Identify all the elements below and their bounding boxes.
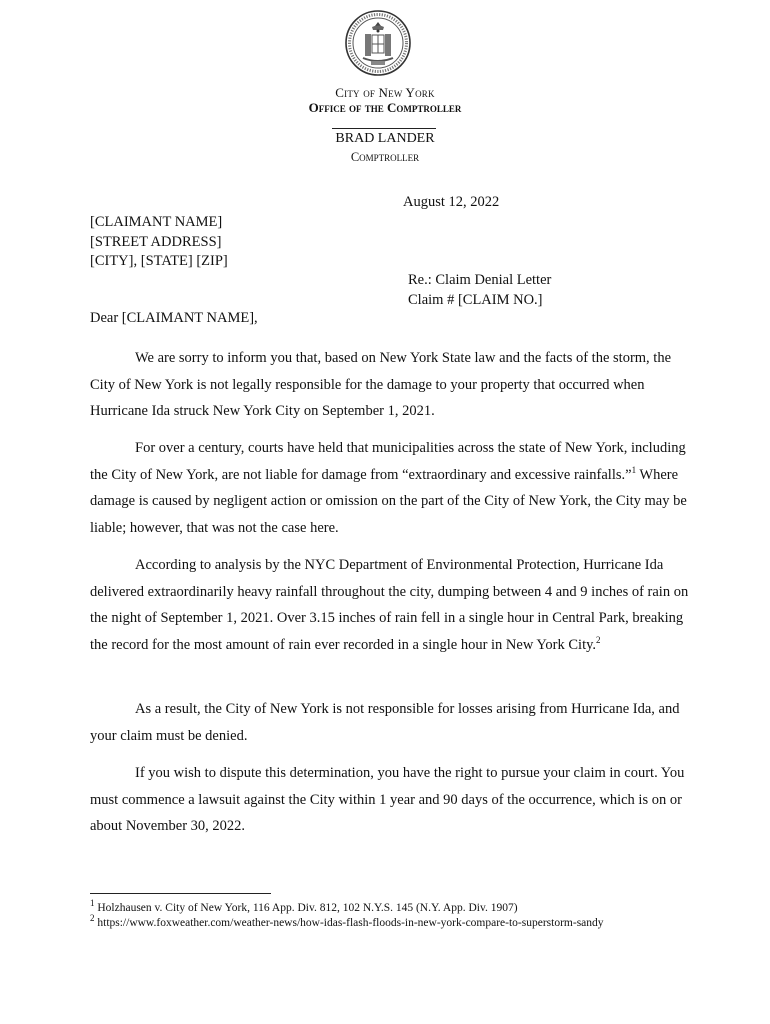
reference-subject: Re.: Claim Denial Letter <box>408 272 552 288</box>
footnote-divider <box>90 893 271 894</box>
footnote-1-number: 1 <box>90 898 95 909</box>
footnote-ref-2: 2 <box>596 634 601 645</box>
recipient-name: [CLAIMANT NAME] <box>90 214 223 230</box>
recipient-street: [STREET ADDRESS] <box>90 233 222 250</box>
footnote-1-text: Holzhausen v. City of New York, 116 App. Div. 812, 102 N.Y.S. 145 (N.Y. App. Div. 1907) <box>94 902 518 914</box>
nyc-seal-icon <box>343 8 413 78</box>
paragraph-1-text: We are sorry to inform you that, based on New York State law and the facts of the storm, the City of New York is not legally responsible for the damage to your property that occurred when Hurricane Ida struck New York City on September 1, 2021. <box>90 350 672 419</box>
paragraph-5 <box>90 760 690 840</box>
salutation: Dear [CLAIMANT NAME], <box>90 310 258 326</box>
paragraph-3-part-a: According to analysis by the NYC Department of Environmental Protection, Hurricane Ida delivered extraordinarily heavy rainfall throughout the city, dumping between 4 and 9 inches of rain on the night of September 1, 2021. Over 3.15 inches of rain fell in a single hour in Central Park, breaking the record for the most amount of rain ever recorded in a single hour in New York City. <box>90 557 689 653</box>
paragraph-3 <box>90 552 690 658</box>
footnote-2-number: 2 <box>90 913 95 924</box>
footnote-1 <box>90 898 518 915</box>
paragraph-2 <box>90 435 690 541</box>
recipient-city: [CITY], [STATE] [ZIP] <box>90 253 228 269</box>
paragraph-1 <box>90 345 690 425</box>
reference-block <box>408 271 551 310</box>
paragraph-4 <box>90 696 690 749</box>
paragraph-2-part-a: For over a century, courts have held that municipalities across the state of New York, including the City of New York, are not liable for damage from “extraordinary and excessive rainfalls.” <box>90 440 686 483</box>
footnote-ref-1: 1 <box>631 464 637 475</box>
comptroller-name: BRAD LANDER <box>335 131 435 146</box>
paragraph-3-text <box>90 552 690 658</box>
paragraph-2-text <box>90 435 690 541</box>
recipient-address <box>90 213 228 272</box>
letterhead-divider <box>332 128 436 129</box>
paragraph-2-part-b: Where damage is caused by negligent action or omission on the part of the City of New York, the City may be liable; however, that was not the case here. <box>90 466 687 536</box>
footnote-2-link[interactable]: https://www.foxweather.com/weather-news/how-idas-flash-floods-in-new-york-compare-to-superstorm-sandy <box>94 917 604 929</box>
footnote-2 <box>90 913 604 930</box>
paragraph-4-text: As a result, the City of New York is not responsible for losses arising from Hurricane Ida, and your claim must be denied. <box>90 701 680 744</box>
letter-date: August 12, 2022 <box>403 194 500 210</box>
paragraph-5-text: If you wish to dispute this determination, you have the right to pursue your claim in court. You must commence a lawsuit against the City within 1 year and 90 days of the occurrence, which is on or about November 30, 2022. <box>90 765 685 834</box>
office-name: City of New York <box>335 85 435 100</box>
department-name: Office of the Comptroller <box>308 100 462 115</box>
reference-claim-number: Claim # [CLAIM NO.] <box>408 291 543 308</box>
comptroller-title: Comptroller <box>350 150 420 164</box>
